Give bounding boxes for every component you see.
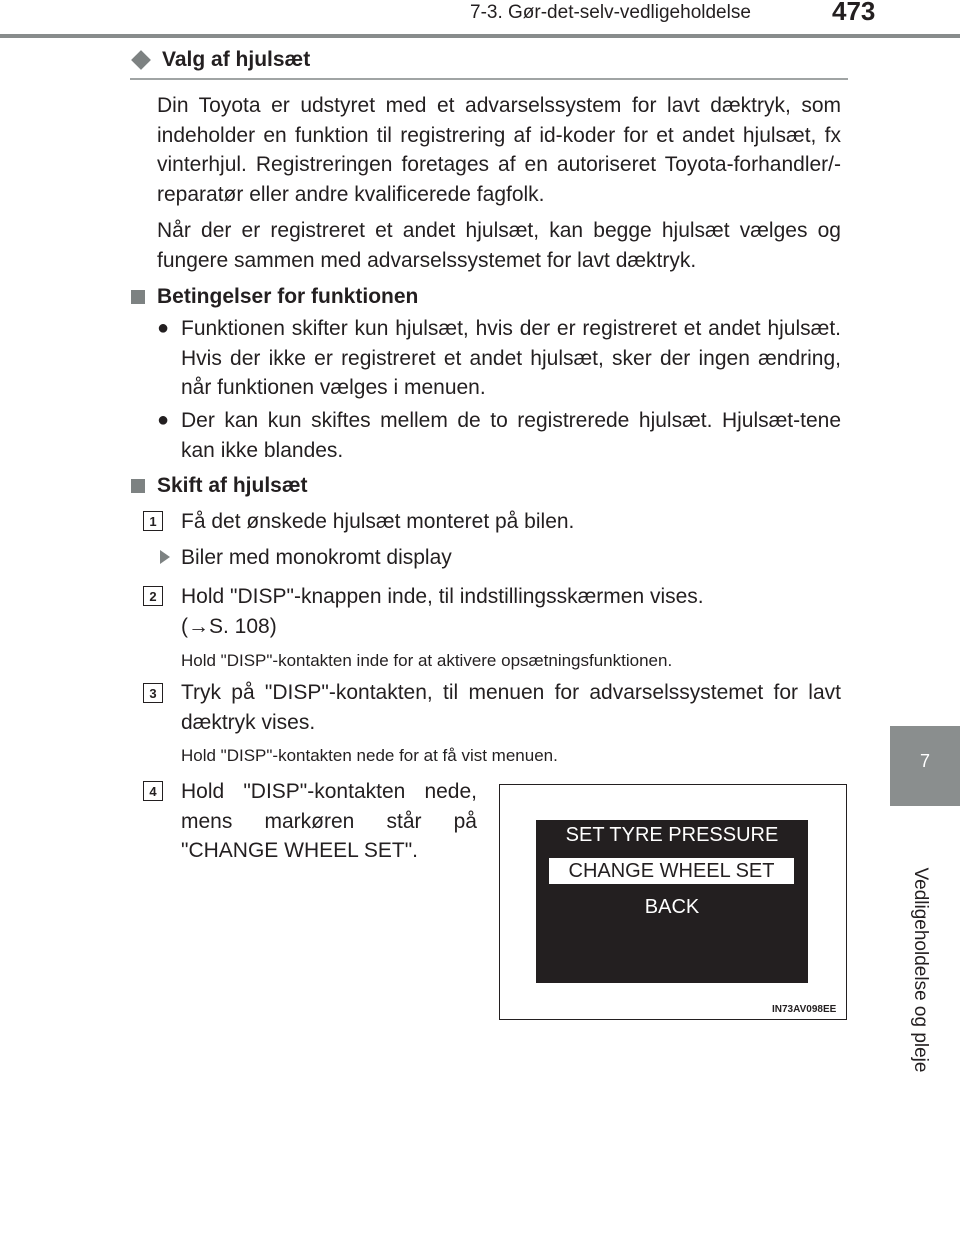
second-paragraph: Når der er registreret et andet hjulsæt, kan begge hjulsæt vælges og fungere sammen med advarselssystemet for lavt dæktryk. (157, 219, 841, 272)
chapter-tab (890, 726, 960, 806)
section-heading (130, 48, 310, 72)
page-number: 473 (832, 0, 876, 26)
menu-item-set-tyre-pressure: SET TYRE PRESSURE (565, 824, 779, 846)
menu-item-back: BACK (644, 896, 700, 918)
condition-bullet-2 (157, 406, 841, 465)
step-1-text: Få det ønskede hjulsæt monteret på bilen. (181, 510, 575, 533)
section-title: Valg af hjulsæt (162, 48, 311, 71)
figure-code: IN73AV098EE (772, 1004, 837, 1015)
switching-title: Skift af hjulsæt (157, 474, 308, 497)
header-rule (0, 34, 960, 38)
step-2-note: Hold "DISP"-kontakten inde for at aktivere opsætningsfunktionen. (181, 651, 673, 670)
page-reference: (→S. 108) (181, 615, 277, 638)
display-screen (536, 820, 808, 983)
chapter-number: 7 (919, 751, 930, 771)
step-2-text: Hold "DISP"-knappen inde, til indstillingsskærmen vises. (181, 585, 704, 608)
header-section-title: 7-3. Gør-det-selv-vedligeholdelse (470, 2, 751, 23)
step-3-note: Hold "DISP"-kontakten nede for at få vist menuen. (181, 746, 558, 765)
round-bullet-icon: ● (157, 409, 170, 431)
switching-heading (131, 474, 308, 498)
step-number-3: 3 (143, 683, 163, 703)
condition-text-1: Funktionen skifter kun hjulsæt, hvis der er registreret et andet hjulsæt. Hvis der ikke er registreret et andet hjulsæt, sker der ingen ændring, når funktionen vælges i menuen. (181, 317, 841, 399)
chapter-label: Vedligeholdelse og pleje (910, 867, 931, 1073)
menu-item-change-wheel-set-selected: CHANGE WHEEL SET (549, 858, 794, 884)
conditions-title: Betingelser for funktionen (157, 285, 419, 308)
intro-paragraph: Din Toyota er udstyret med et advarselssystem for lavt dæktryk, som indeholder en funktion til registrering af id-koder for et andet hjulsæt, fx vinterhjul. Registreringen foretages af en autoriseret Toyota-forhandler/-reparatør eller andre kvalificerede fagfolk. (157, 94, 841, 206)
diamond-icon (131, 50, 151, 70)
triangle-icon (160, 550, 170, 564)
conditions-heading (131, 285, 418, 309)
square-bullet-icon (131, 290, 145, 304)
step-number-1: 1 (143, 511, 163, 531)
variant-label: Biler med monokromt display (181, 546, 452, 569)
square-bullet-icon (131, 479, 145, 493)
section-rule (130, 78, 848, 80)
round-bullet-icon: ● (157, 317, 170, 339)
step-number-4: 4 (143, 781, 163, 801)
condition-text-2: Der kan kun skiftes mellem de to registrerede hjulsæt. Hjulsæt-tene kan ikke blandes. (181, 409, 841, 462)
step-number-2: 2 (143, 586, 163, 606)
step-4-text: Hold "DISP"-kontakten nede, mens markøren står på "CHANGE WHEEL SET". (181, 780, 477, 862)
condition-bullet-1 (157, 314, 841, 403)
step-3-text: Tryk på "DISP"-kontakten, til menuen for advarselssystemet for lavt dæktryk vises. (181, 681, 841, 734)
